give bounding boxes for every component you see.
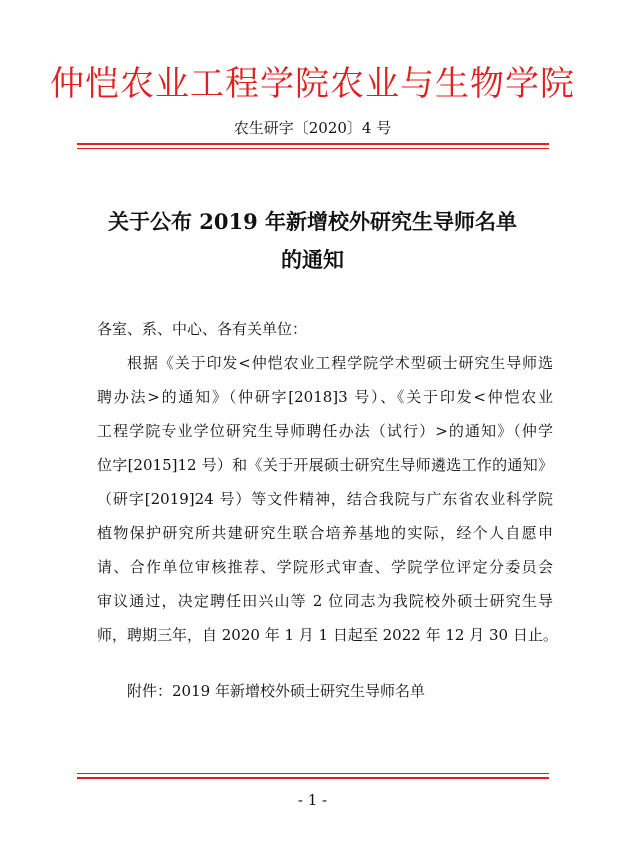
- notice-title-line-1: 关于公布 2019 年新增校外研究生导师名单: [107, 209, 518, 234]
- footer-divider-thick: [77, 777, 549, 779]
- attachment-note: 附件：2019 年新增校外硕士研究生导师名单: [127, 682, 425, 700]
- body-paragraph-line: 请、合作单位审核推荐、学院形式审查、学院学位评定分委员会: [97, 558, 553, 576]
- body-paragraph-line: 位字[2015]12 号）和《关于开展硕士研究生导师遴选工作的通知》: [97, 456, 553, 474]
- notice-title-line-2: 的通知: [281, 247, 344, 272]
- body-paragraph-line: 工程学院专业学位研究生导师聘任办法（试行）>的通知》（仲学: [97, 422, 553, 440]
- body-paragraph-line: 师，聘期三年，自 2020 年 1 月 1 日起至 2022 年 12 月 30 日止。: [97, 626, 558, 644]
- addressee: 各室、系、中心、各有关单位：: [97, 320, 308, 338]
- page-number: - 1 -: [297, 791, 328, 809]
- body-paragraph-line: 植物保护研究所共建研究生联合培养基地的实际，经个人自愿申: [97, 524, 553, 542]
- body-paragraph-line: 根据《关于印发<仲恺农业工程学院学术型硕士研究生导师选: [127, 354, 553, 372]
- body-paragraph-line: 聘办法>的通知》（仲研字[2018]3 号）、《关于印发<仲恺农业: [97, 388, 553, 406]
- header-divider-thin: [77, 148, 549, 149]
- body-paragraph-line: 审议通过，决定聘任田兴山等 2 位同志为我院校外硕士研究生导: [97, 592, 553, 610]
- document-number: 农生研字〔2020〕4 号: [233, 119, 392, 137]
- body-paragraph-line: （研字[2019]24 号）等文件精神，结合我院与广东省农业科学院: [97, 490, 553, 508]
- footer-divider-thin: [77, 773, 549, 774]
- organization-header: 仲恺农业工程学院农业与生物学院: [50, 64, 575, 104]
- header-divider-thick: [77, 143, 549, 145]
